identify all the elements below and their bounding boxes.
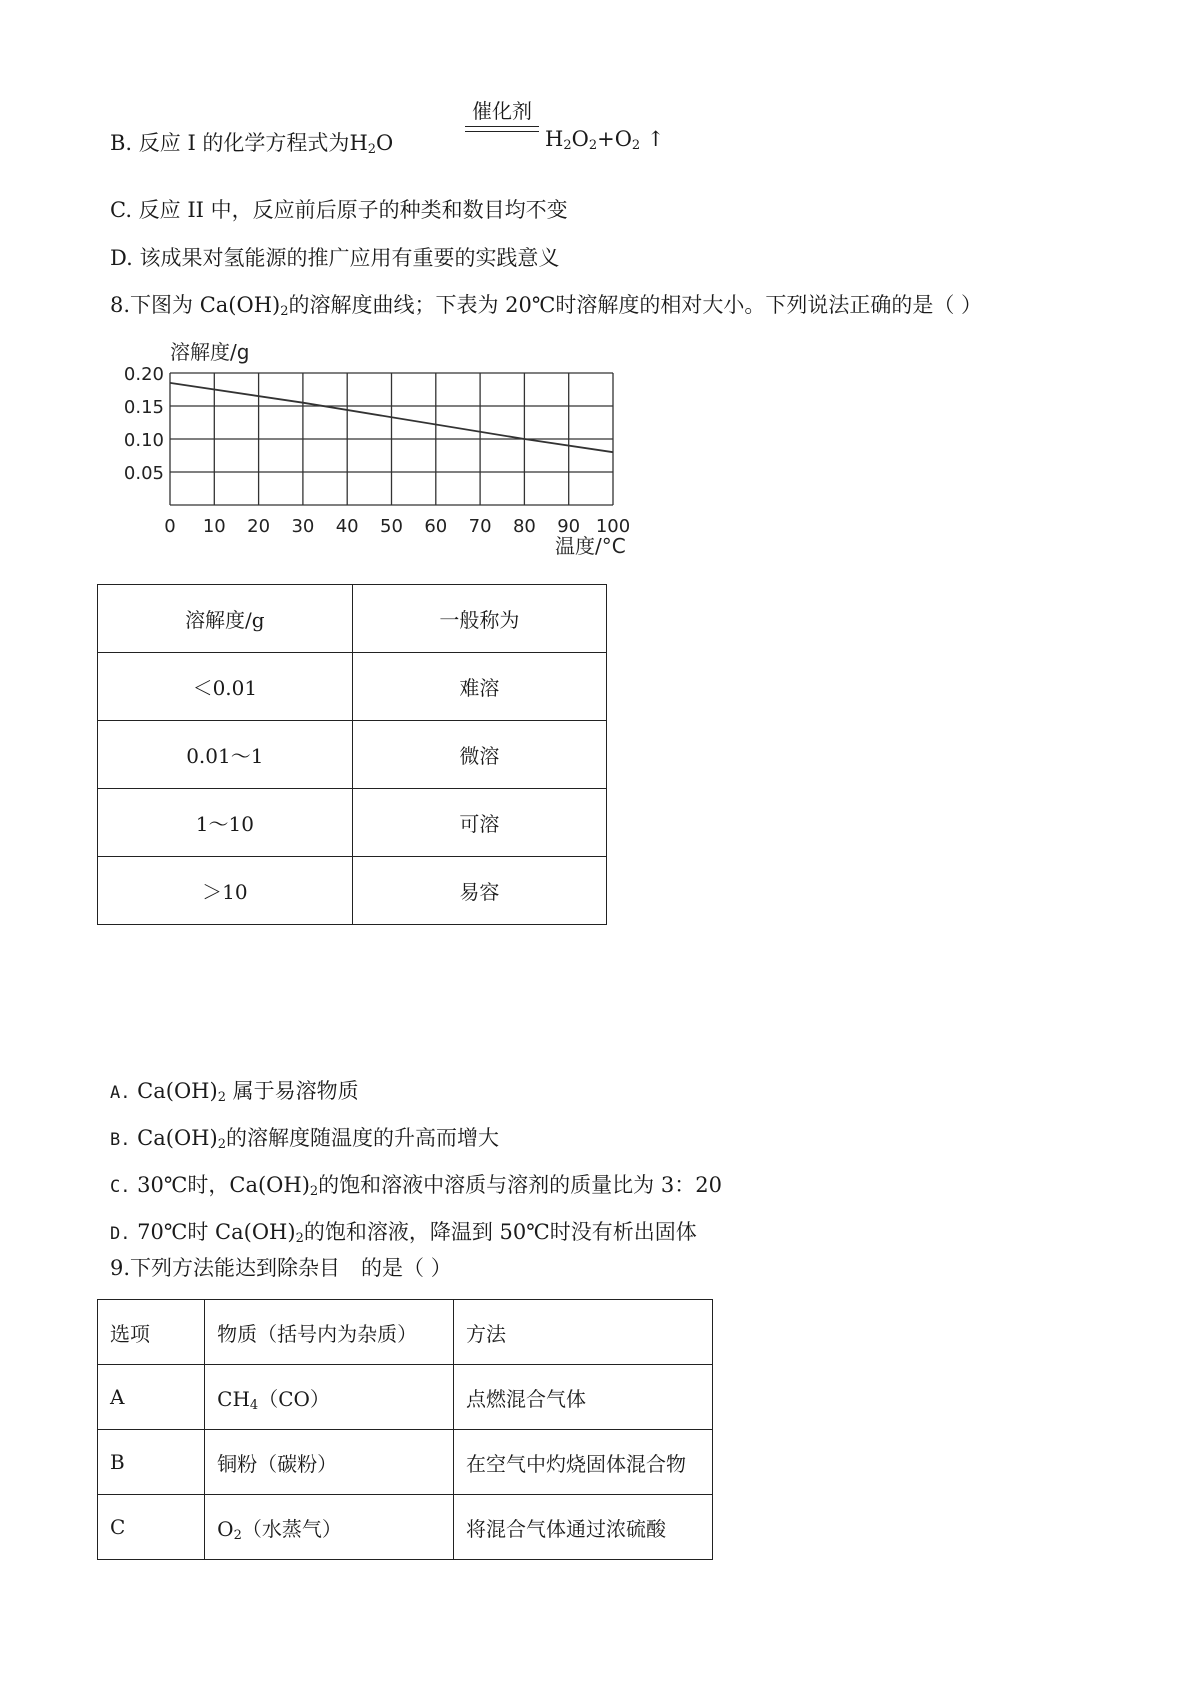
q8-option: D. 70℃时 $Ca(OH)_2$的饱和溶液，降温到 50℃时没有析出固体 [110, 1220, 697, 1246]
gas-arrow-icon: ↑ [646, 127, 665, 151]
option-label: B. [110, 1130, 131, 1150]
option-cell: B [98, 1430, 205, 1495]
table-header-cell: 选项 [98, 1300, 205, 1365]
substance-cell: 铜粉（碳粉） [205, 1430, 454, 1495]
method-cell: 将混合气体通过浓硫酸 [453, 1495, 712, 1560]
method-cell: 点燃混合气体 [453, 1365, 712, 1430]
table-cell: 易容 [352, 857, 606, 925]
equals-sign [465, 126, 539, 132]
q9-stem: 9.下列方法能达到除杂目 的是（ ） [110, 1256, 452, 1280]
q8-option: C. 30℃时，$Ca(OH)_2$的饱和溶液中溶质与溶剂的质量比为 3：20 [110, 1173, 722, 1199]
option-label: D. [110, 1224, 131, 1244]
y-tick-label: 0.15 [123, 397, 164, 418]
table-cell: 难溶 [352, 653, 606, 721]
y-tick-label: 0.20 [123, 364, 164, 385]
table-cell: ＞10 [98, 857, 353, 925]
x-tick-label: 90 [557, 516, 581, 537]
table-row [98, 721, 607, 789]
y-tick-label: 0.10 [123, 430, 164, 451]
method-cell: 在空气中灼烧固体混合物 [453, 1430, 712, 1495]
option-cell: C [98, 1495, 205, 1560]
substance-cell: $O_2$（水蒸气） [205, 1495, 454, 1560]
option-b-label: B. 反应 I 的化学方程式为 [110, 131, 350, 155]
solubility-chart [110, 335, 650, 565]
table-cell: 微溶 [352, 721, 606, 789]
table-cell: 一般称为 [352, 585, 606, 653]
x-axis-label: 温度/°C [555, 534, 626, 558]
reaction-arrow [465, 95, 539, 132]
table-header-row [98, 585, 607, 653]
q7-option-c: C. 反应 II 中，反应前后原子的种类和数目均不变 [110, 198, 568, 222]
option-b-text [110, 127, 393, 157]
table-cell: 可溶 [352, 789, 606, 857]
q7-option-d: D. 该成果对氢能源的推广应用有重要的实践意义 [110, 246, 560, 270]
impurity-removal-table [97, 1299, 713, 1560]
table-header-cell: 方法 [453, 1300, 712, 1365]
x-tick-label: 50 [380, 516, 403, 537]
x-tick-label: 10 [202, 516, 226, 537]
table-row [98, 789, 607, 857]
table-row [98, 857, 607, 925]
x-tick-label: 70 [468, 516, 492, 537]
table-row [98, 1365, 713, 1430]
table-cell: ＜0.01 [98, 653, 353, 721]
x-tick-label: 80 [512, 516, 536, 537]
y-axis-label: 溶解度/g [170, 340, 250, 364]
x-tick-label: 40 [335, 516, 359, 537]
y-tick-labels [124, 364, 164, 484]
option-label: C. [110, 1177, 131, 1197]
option-label: A. [110, 1083, 131, 1103]
substance-cell: $CH_4(CO)$ [205, 1365, 454, 1430]
table-header-cell: 物质（括号内为杂质） [205, 1300, 454, 1365]
table-header-row [98, 1300, 713, 1365]
table-cell: 溶解度/g [98, 585, 353, 653]
y-tick-label: 0.05 [123, 463, 164, 484]
q8-option: A. $Ca(OH)_2$ 属于易溶物质 [110, 1079, 359, 1105]
x-tick-label: 30 [291, 516, 315, 537]
q8-option: B. $Ca(OH)_2$的溶解度随温度的升高而增大 [110, 1126, 499, 1152]
x-tick-label: 20 [247, 516, 271, 537]
table-cell: 1～10 [98, 789, 353, 857]
x-tick-label: 60 [424, 516, 448, 537]
table-row [98, 1430, 713, 1495]
product-formula: $H_2O_2+O_2$ ↑ [545, 127, 665, 153]
table-row [98, 653, 607, 721]
solubility-classification-table [97, 584, 607, 925]
option-cell: A [98, 1365, 205, 1430]
table-cell: 0.01～1 [98, 721, 353, 789]
x-tick-label: 100 [595, 516, 631, 537]
q8-stem: 8.下图为 $Ca(OH)_2$的溶解度曲线；下表为 20℃时溶解度的相对大小。下列说法正确的是（ ） [110, 293, 983, 319]
catalyst-label: 催化剂 [472, 99, 532, 123]
table-row [98, 1495, 713, 1560]
x-tick-label: 0 [164, 516, 176, 537]
reactant-formula: $H_2O$ [349, 131, 394, 157]
